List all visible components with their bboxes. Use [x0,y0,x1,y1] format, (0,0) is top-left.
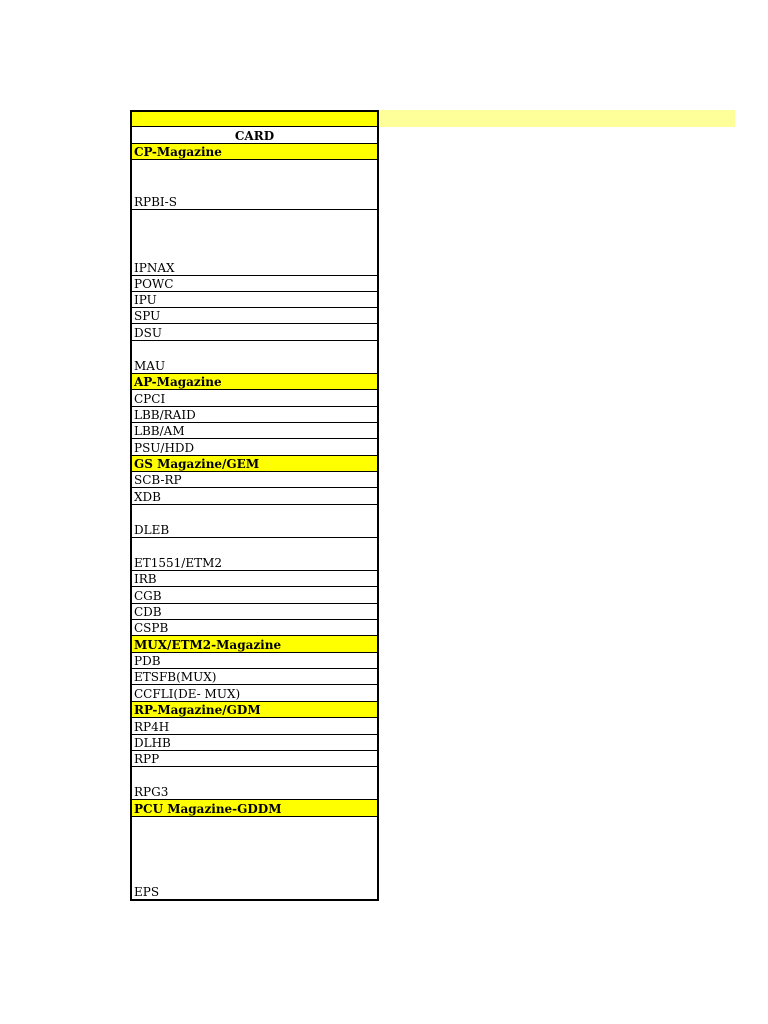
section-row: RP-Magazine/GDM [132,702,377,718]
card-row: RPP [132,751,377,767]
card-row: RPG3 [132,767,377,800]
section-row: CP-Magazine [132,144,377,160]
section-row: MUX/ETM2-Magazine [132,636,377,653]
card-row: CGB [132,587,377,604]
card-row: ETSFB(MUX) [132,669,377,685]
card-row: CCFLI(DE- MUX) [132,685,377,702]
top-blank-row [132,112,377,127]
card-row: LBB/RAID [132,407,377,423]
card-row: MAU [132,341,377,374]
card-row: CDB [132,604,377,620]
section-row: AP-Magazine [132,374,377,390]
card-row: CSPB [132,620,377,636]
card-row: CPCI [132,390,377,407]
card-row: EPS [134,885,160,899]
card-row: DSU [132,324,377,341]
card-row: RP4H [132,718,377,735]
card-row: ET1551/ETM2 [132,538,377,571]
card-row: POWC [132,276,377,292]
card-row: RPBI-S [132,160,377,210]
column-header-card: CARD [132,127,377,144]
card-row: PSU/HDD [132,439,377,456]
card-table [130,110,379,901]
section-row: PCU Magazine-GDDM [132,800,377,817]
card-row: XDB [132,488,377,505]
section-row: GS Magazine/GEM [132,456,377,472]
card-row: DLHB [132,735,377,751]
card-row: PDB [132,653,377,669]
card-row: IPNAX [132,210,377,276]
yellow-header-band [376,110,735,127]
card-row: IPU [132,292,377,308]
card-row: SPU [132,308,377,324]
card-row: DLEB [132,505,377,538]
card-row: LBB/AM [132,423,377,439]
card-row: IRB [132,571,377,587]
card-row: SCB-RP [132,472,377,488]
